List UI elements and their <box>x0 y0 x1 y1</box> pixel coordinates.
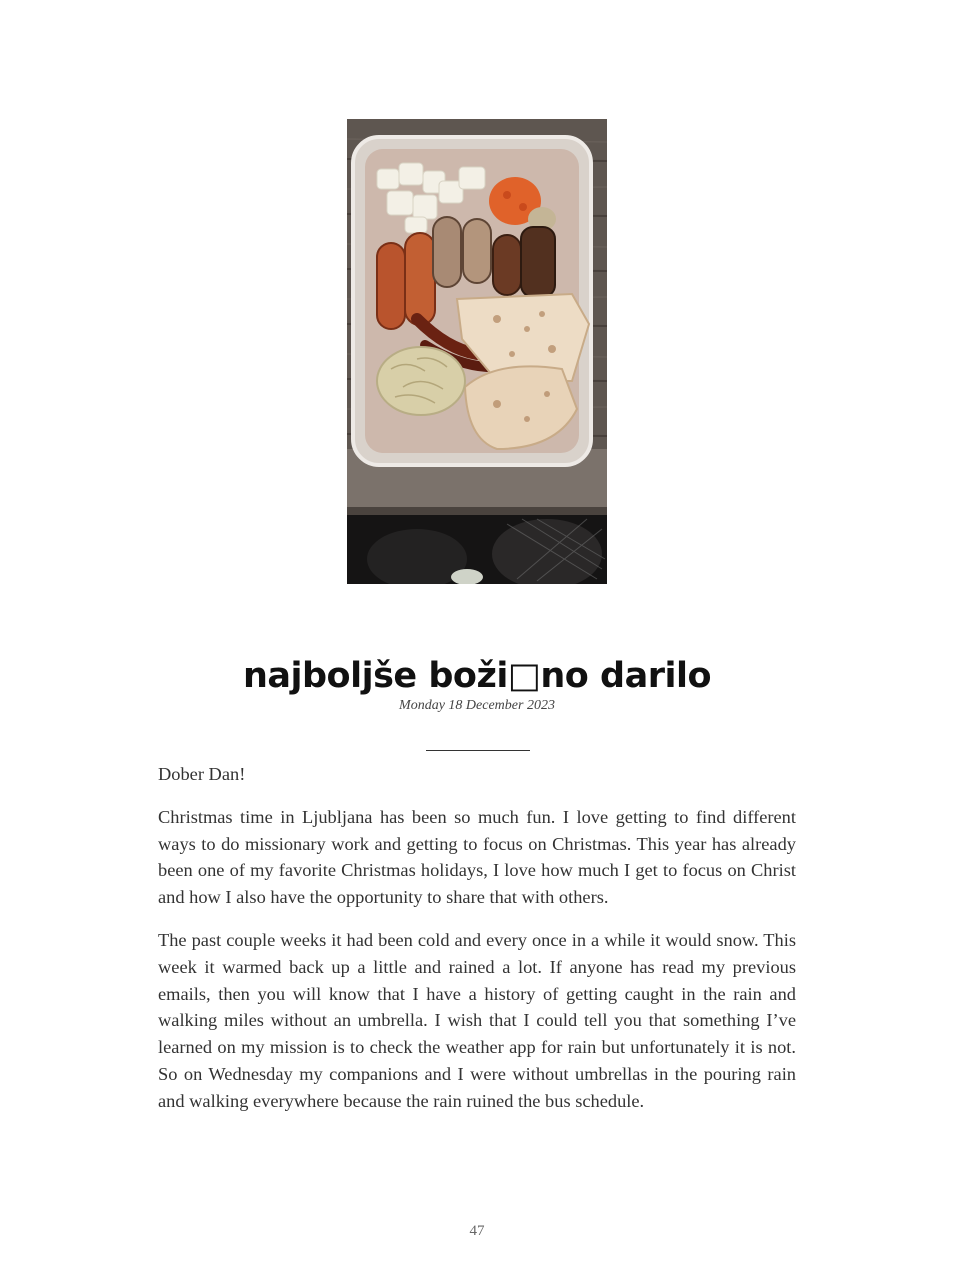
paragraph: The past couple weeks it had been cold and every once in a while it would snow. This week it warmed back up a little and rained a lot. If anyone has read my previous emails, then you will know that I have a history of getting caught in the rain and walking miles without an umbrella. I wish that I could tell you that something I’ve learned on my mission is to check the weather app for rain but unfortunately it is not. So on Wednesday my companions and I were without umbrellas in the pouring rain and walking everywhere because the rain ruined the bus schedule. <box>158 929 796 1111</box>
page-number: 47 <box>469 1223 485 1239</box>
food-photo-illustration <box>347 119 607 584</box>
food-photo <box>347 119 607 584</box>
post-date: Monday 18 December 2023 <box>399 698 555 713</box>
divider <box>426 750 530 751</box>
post-body <box>158 761 796 1131</box>
paragraph: Christmas time in Ljubljana has been so much fun. I love getting to find different ways to do missionary work and getting to focus on Christmas. This year has already been one of my favorite Christmas holidays, I love how much I get to focus on Christ and how I also have the opportunity to share that with others. <box>158 806 796 908</box>
greeting: Dober Dan! <box>158 764 246 784</box>
post-title: najboljše boži□no darilo <box>242 656 712 696</box>
